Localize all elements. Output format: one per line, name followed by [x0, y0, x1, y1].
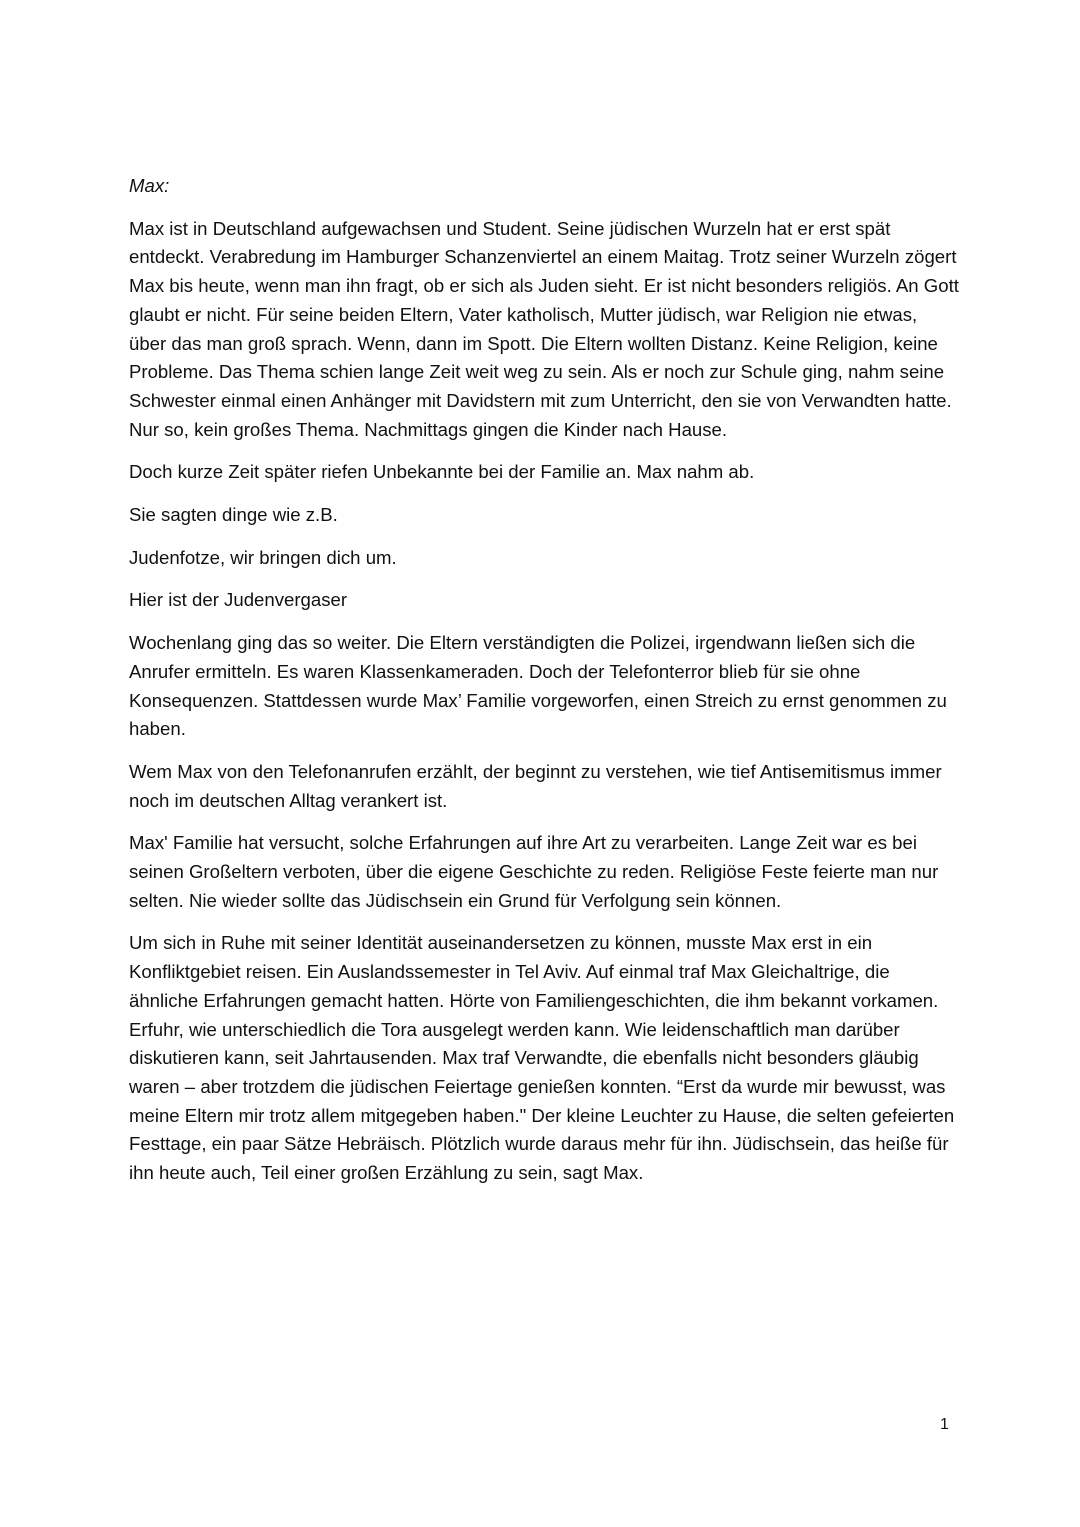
paragraph: Max' Familie hat versucht, solche Erfahrungen auf ihre Art zu verarbeiten. Lange Zeit war es bei seinen Großeltern verboten, über die eigene Geschichte zu reden. Religiöse Feste feierte man nur selten. Nie wieder sollte das Jüdischsein ein Grund für Verfolgung sein können.: [129, 832, 939, 911]
paragraph: Wem Max von den Telefonanrufen erzählt, der beginnt zu verstehen, wie tief Antisemitismus immer noch im deutschen Alltag verankert ist.: [129, 760, 942, 811]
page-number: 1: [940, 1416, 949, 1433]
paragraph: Um sich in Ruhe mit seiner Identität auseinandersetzen zu können, musste Max erst in ein Konfliktgebiet reisen. Ein Auslandssemester in Tel Aviv. Auf einmal traf Max Gleichaltrige, die ähnliche Erfahrungen gemacht hatten. Hörte von Familiengeschichten, die ihm bekannt vorkamen. Erfuhr, wie unterschiedlich die Tora ausgelegt werden kann. Wie leidenschaftlich man darüber diskutieren kann, seit Jahrtausenden. Max traf Verwandte, die ebenfalls nicht besonders gläubig waren – aber trotzdem die jüdischen Feiertage genießen konnten. “Erst da wurde mir bewusst, was meine Eltern mir trotz allem mitgegeben haben." Der kleine Leuchter zu Hause, die selten gefeierten Festtage, ein paar Sätze Hebräisch. Plötzlich wurde daraus mehr für ihn. Jüdischsein, das heiße für ihn heute auch, Teil einer großen Erzählung zu sein, sagt Max.: [129, 932, 955, 1184]
paragraph: Wochenlang ging das so weiter. Die Eltern verständigten die Polizei, irgendwann ließen sich die Anrufer ermitteln. Es waren Klassenkameraden. Doch der Telefonterror blieb für sie ohne Konsequenzen. Stattdessen wurde Max’ Familie vorgeworfen, einen Streich zu ernst genommen zu haben.: [129, 632, 947, 740]
paragraph: Max ist in Deutschland aufgewachsen und Student. Seine jüdischen Wurzeln hat er erst spät entdeckt. Verabredung im Hamburger Schanzenviertel an einem Maitag. Trotz seiner Wurzeln zögert Max bis heute, wenn man ihn fragt, ob er sich als Juden sieht. Er ist nicht besonders religiös. An Gott glaubt er nicht. Für seine beiden Eltern, Vater katholisch, Mutter jüdisch, war Religion nie etwas, über das man groß sprach. Wenn, dann im Spott. Die Eltern wollten Distanz. Keine Religion, keine Probleme. Das Thema schien lange Zeit weit weg zu sein. Als er noch zur Schule ging, nahm seine Schwester einmal einen Anhänger mit Davidstern mit zum Unterricht, den sie von Verwandten hatte. Nur so, kein großes Thema. Nachmittags gingen die Kinder nach Hause.: [129, 217, 959, 440]
document-body: [129, 172, 959, 1202]
quote-line: Judenfotze, wir bringen dich um.: [129, 546, 397, 568]
paragraph: Doch kurze Zeit später riefen Unbekannte bei der Familie an. Max nahm ab.: [129, 461, 755, 483]
section-heading: Max:: [129, 175, 170, 196]
quote-line: Hier ist der Judenvergaser: [129, 589, 348, 611]
paragraph: Sie sagten dinge wie z.B.: [129, 504, 338, 526]
